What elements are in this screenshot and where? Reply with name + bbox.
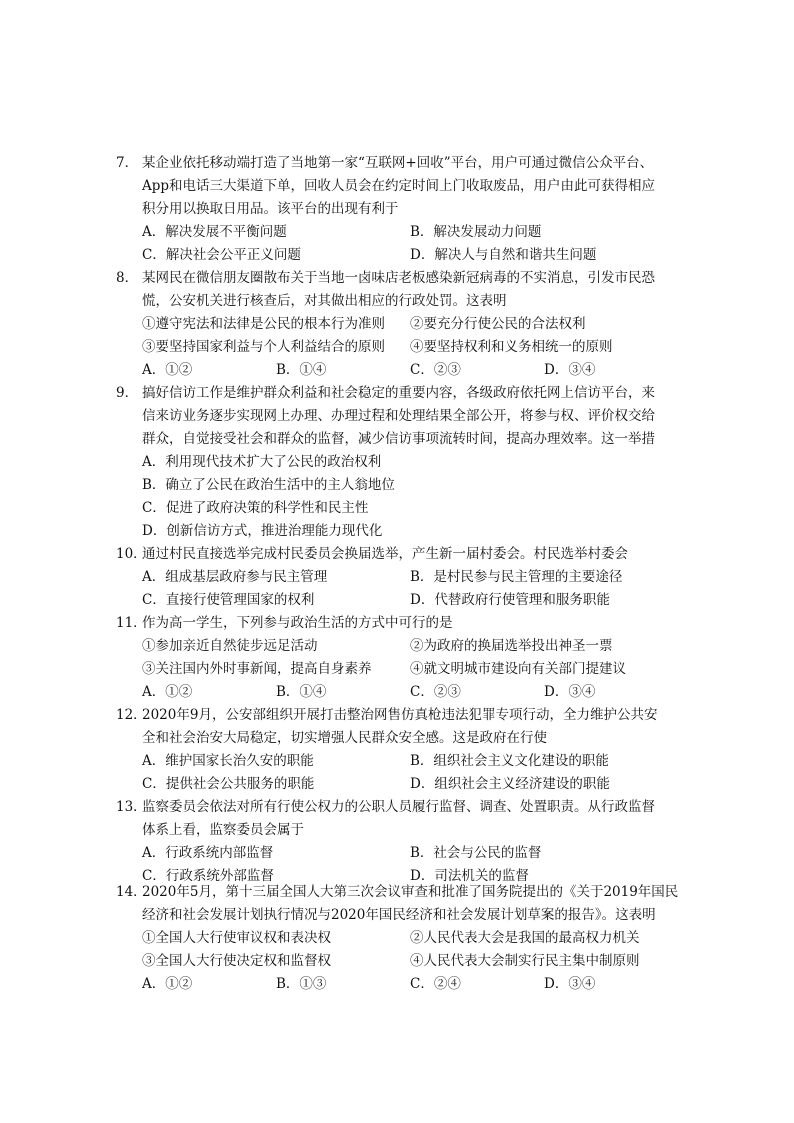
option-b[interactable]: B．确立了公民在政治生活中的主人翁地位 (142, 477, 395, 493)
question-number: 10． (116, 546, 147, 562)
question-11 (116, 612, 686, 704)
question-number: 12． (116, 707, 147, 723)
statement-item: ④人民代表大会制实行民主集中制原则 (410, 953, 640, 969)
option-b[interactable]: B．组织社会主义文化建设的职能 (410, 753, 609, 769)
statement-item: ②要充分行使公民的合法权利 (410, 316, 586, 332)
question-stem-line: 2020年5月，第十三届全国人大第三次会议审查和批准了国务院提出的《关于2019年国民 (142, 884, 679, 900)
option-b[interactable]: B．①④ (276, 362, 327, 378)
question-13 (116, 796, 686, 888)
question-7 (116, 152, 686, 267)
question-8 (116, 267, 686, 382)
question-stem-line: 作为高一学生，下列参与政治生活的方式中可行的是 (142, 615, 453, 631)
option-a[interactable]: A．行政系统内部监督 (142, 845, 274, 861)
question-stem-line: 积分用以换取日用品。该平台的出现有利于 (142, 201, 399, 217)
question-number: 9． (116, 385, 139, 401)
option-c[interactable]: C．直接行使管理国家的权利 (142, 592, 315, 608)
question-9 (116, 382, 686, 543)
option-a[interactable]: A．维护国家长治久安的职能 (142, 753, 314, 769)
question-stem-line: 群众，自觉接受社会和群众的监督，减少信访事项流转时间，提高办理效率。这一举措 (142, 431, 655, 447)
option-b[interactable]: B．社会与公民的监督 (410, 845, 542, 861)
question-stem-line: App和电话三大渠道下单，回收人员会在约定时间上门收取废品，用户由此可获得相应 (142, 178, 656, 194)
option-d[interactable]: D．代替政府行使管理和服务职能 (410, 592, 610, 608)
question-stem-line: 全和社会治安大局稳定，切实增强人民群众安全感。这是政府在行使 (142, 730, 547, 746)
statement-item: ③关注国内外时事新闻，提高自身素养 (142, 661, 372, 677)
statement-item: ①全国人大行使审议权和表决权 (142, 930, 331, 946)
question-number: 7． (116, 155, 139, 171)
question-number: 13． (116, 799, 147, 815)
statement-item: ④要坚持权利和义务相统一的原则 (410, 339, 613, 355)
option-d[interactable]: D．组织社会主义经济建设的职能 (410, 776, 610, 792)
question-14 (116, 881, 686, 996)
question-stem-line: 某网民在微信朋友圈散布关于当地一卤味店老板感染新冠病毒的不实消息，引发市民恐 (142, 270, 655, 286)
question-stem-line: 慌，公安机关进行核查后，对其做出相应的行政处罚。这表明 (142, 293, 507, 309)
option-c[interactable]: C．②③ (410, 362, 461, 378)
question-number: 11． (116, 615, 147, 631)
option-b[interactable]: B．解决发展动力问题 (410, 224, 542, 240)
option-a[interactable]: A．①② (142, 362, 193, 378)
question-stem-line: 体系上看，监察委员会属于 (142, 822, 304, 838)
option-d[interactable]: D．③④ (544, 976, 596, 992)
option-c[interactable]: C．解决社会公平正义问题 (142, 247, 301, 263)
option-d[interactable]: D．③④ (544, 684, 596, 700)
question-stem-line: 经济和社会发展计划执行情况与2020年国民经济和社会发展计划草案的报告》。这表明 (142, 907, 656, 923)
question-stem-line: 监察委员会依法对所有行使公权力的公职人员履行监督、调查、处置职责。从行政监督 (142, 799, 655, 815)
statement-item: ④就文明城市建设向有关部门提建议 (410, 661, 626, 677)
option-c[interactable]: C．行政系统外部监督 (142, 868, 274, 884)
option-a[interactable]: A．①② (142, 976, 193, 992)
option-d[interactable]: D．创新信访方式，推进治理能力现代化 (142, 523, 383, 539)
statement-item: ②人民代表大会是我国的最高权力机关 (410, 930, 640, 946)
question-stem-line: 信来访业务逐步实现网上办理、办理过程和处理结果全部公开，将参与权、评价权交给 (142, 408, 655, 424)
question-stem-line: 通过村民直接选举完成村民委员会换届选举，产生新一届村委会。村民选举村委会 (142, 546, 628, 562)
statement-item: ①参加亲近自然徒步远足活动 (142, 638, 318, 654)
option-d[interactable]: D．司法机关的监督 (410, 868, 529, 884)
option-c[interactable]: C．提供社会公共服务的职能 (142, 776, 315, 792)
statement-item: ③要坚持国家利益与个人利益结合的原则 (142, 339, 385, 355)
option-a[interactable]: A．组成基层政府参与民主管理 (142, 569, 328, 585)
statement-item: ②为政府的换届选举投出神圣一票 (410, 638, 613, 654)
option-c[interactable]: C．②④ (410, 976, 461, 992)
statement-item: ①遵守宪法和法律是公民的根本行为准则 (142, 316, 385, 332)
option-b[interactable]: B．①③ (276, 976, 327, 992)
question-stem-line: 2020年9月，公安部组织开展打击整治网售仿真枪违法犯罪专项行动，全力维护公共安 (142, 707, 658, 723)
question-12 (116, 704, 686, 796)
question-10 (116, 543, 686, 612)
question-stem-line: 某企业依托移动端打造了当地第一家“互联网+回收”平台，用户可通过微信公众平台、 (142, 155, 654, 171)
option-d[interactable]: D．解决人与自然和谐共生问题 (410, 247, 597, 263)
question-number: 8． (116, 270, 139, 286)
option-b[interactable]: B．是村民参与民主管理的主要途径 (410, 569, 623, 585)
question-number: 14． (116, 884, 147, 900)
statement-item: ③全国人大行使决定权和监督权 (142, 953, 331, 969)
option-a[interactable]: A．解决发展不平衡问题 (142, 224, 287, 240)
option-b[interactable]: B．①④ (276, 684, 327, 700)
option-a[interactable]: A．利用现代技术扩大了公民的政治权利 (142, 454, 382, 470)
option-c[interactable]: C．②③ (410, 684, 461, 700)
option-a[interactable]: A．①② (142, 684, 193, 700)
option-c[interactable]: C．促进了政府决策的科学性和民主性 (142, 500, 369, 516)
question-stem-line: 搞好信访工作是维护群众利益和社会稳定的重要内容，各级政府依托网上信访平台，来 (142, 385, 655, 401)
option-d[interactable]: D．③④ (544, 362, 596, 378)
